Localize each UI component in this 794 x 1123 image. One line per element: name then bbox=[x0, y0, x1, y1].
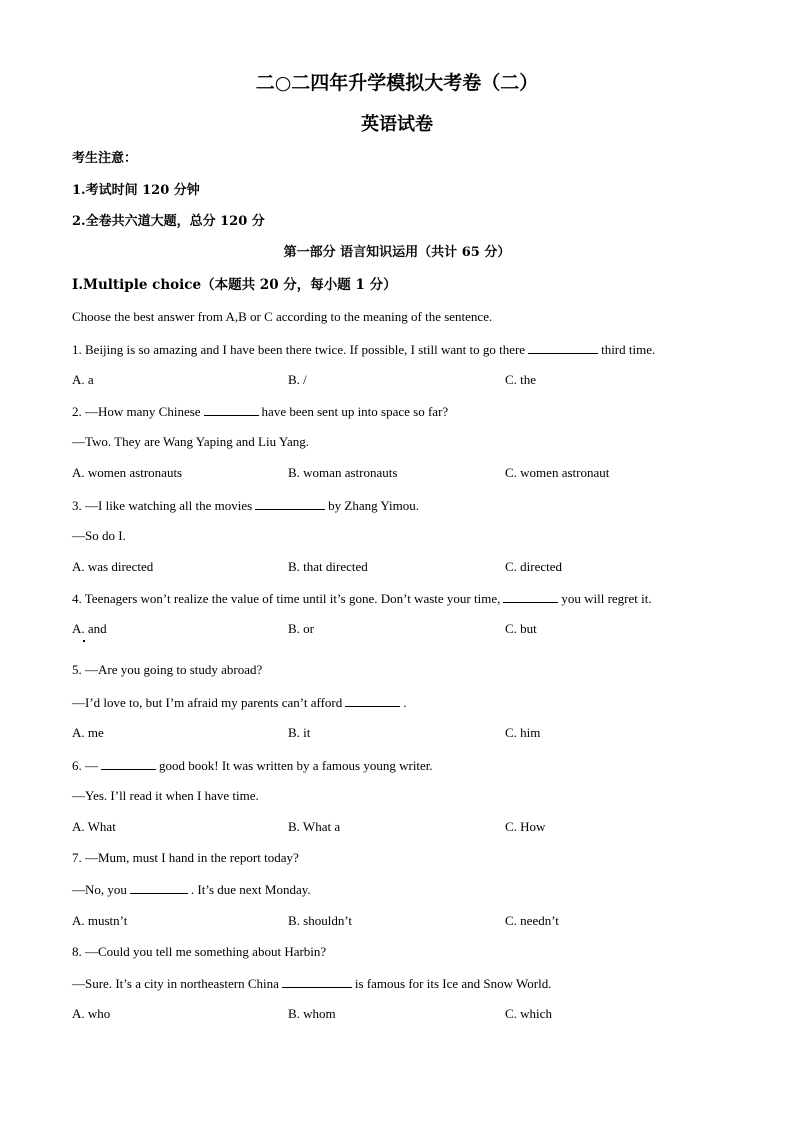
question-text: you will regret it. bbox=[561, 591, 652, 606]
option-c[interactable]: C. needn’t bbox=[505, 913, 559, 928]
option-a[interactable]: A. mustn’t bbox=[72, 913, 128, 928]
question-text: . bbox=[403, 695, 407, 710]
question-text: 2. —How many Chinese bbox=[72, 404, 201, 419]
option-a[interactable]: A. women astronauts bbox=[72, 465, 183, 480]
answer-blank[interactable] bbox=[130, 881, 188, 894]
question-text: have been sent up into space so far? bbox=[261, 404, 449, 419]
question-line bbox=[72, 341, 655, 358]
question-text: . It’s due next Monday. bbox=[190, 882, 311, 897]
section-instruction: Choose the best answer from A,B or C according to the meaning of the sentence. bbox=[72, 309, 493, 324]
answer-blank[interactable] bbox=[528, 341, 598, 354]
option-b[interactable]: B. or bbox=[288, 621, 314, 636]
exam-title: 二○二四年升学模拟大考卷（二） bbox=[255, 72, 539, 94]
part-title: 第一部分 语言知识运用（共计 65 分） bbox=[283, 245, 511, 260]
option-c[interactable]: C. the bbox=[505, 372, 537, 387]
question-text: —Yes. I’ll read it when I have time. bbox=[72, 788, 259, 803]
option-c[interactable]: C. but bbox=[505, 621, 537, 636]
option-b[interactable]: B. What a bbox=[288, 819, 341, 834]
answer-blank[interactable] bbox=[255, 497, 325, 510]
option-c[interactable]: C. which bbox=[505, 1006, 552, 1021]
question-text: 4. Teenagers won’t realize the value of time until it’s gone. Don’t waste your time, bbox=[72, 591, 501, 606]
question-text: good book! It was written by a famous young writer. bbox=[159, 758, 433, 773]
option-c[interactable]: C. women astronaut bbox=[505, 465, 610, 480]
question-text: 5. —Are you going to study abroad? bbox=[72, 662, 263, 677]
answer-blank[interactable] bbox=[345, 694, 400, 707]
question-line bbox=[72, 757, 433, 774]
option-c[interactable]: C. How bbox=[505, 819, 546, 834]
answer-blank[interactable] bbox=[204, 403, 259, 416]
question-text: 6. — bbox=[72, 758, 98, 773]
option-b[interactable]: B. that directed bbox=[288, 559, 368, 574]
option-b[interactable]: B. woman astronauts bbox=[288, 465, 398, 480]
note-item: 2.全卷共六道大题，总分 120 分 bbox=[72, 214, 265, 229]
question-text: 1. Beijing is so amazing and I have been there twice. If possible, I still want to go there bbox=[72, 342, 526, 357]
question-text: third time. bbox=[601, 342, 656, 357]
question-text: —No, you bbox=[72, 882, 127, 897]
option-c[interactable]: C. directed bbox=[505, 559, 563, 574]
option-b[interactable]: B. / bbox=[288, 372, 307, 387]
question-text: —So do I. bbox=[72, 528, 126, 543]
section-title: Ⅰ.Multiple choice（本题共 20 分，每小题 1 分） bbox=[72, 277, 397, 293]
answer-blank[interactable] bbox=[282, 975, 352, 988]
question-line bbox=[72, 497, 419, 514]
stray-mark bbox=[83, 640, 85, 642]
question-text: 3. —I like watching all the movies bbox=[72, 498, 253, 513]
option-a[interactable]: A. who bbox=[72, 1006, 111, 1021]
option-a[interactable]: A. me bbox=[72, 725, 104, 740]
option-a[interactable]: A. was directed bbox=[72, 559, 154, 574]
notes-heading: 考生注意： bbox=[72, 151, 138, 166]
question-text: 7. —Mum, must I hand in the report today? bbox=[72, 850, 299, 865]
option-b[interactable]: B. it bbox=[288, 725, 311, 740]
option-b[interactable]: B. whom bbox=[288, 1006, 336, 1021]
exam-subtitle: 英语试卷 bbox=[361, 114, 433, 135]
question-line bbox=[72, 528, 126, 544]
note-item: 1.考试时间 120 分钟 bbox=[72, 183, 200, 198]
question-line bbox=[72, 590, 652, 607]
question-line bbox=[72, 403, 448, 420]
option-a[interactable]: A. and bbox=[72, 621, 107, 636]
question-text: by Zhang Yimou. bbox=[328, 498, 420, 513]
question-line bbox=[72, 694, 407, 711]
option-a[interactable]: A. a bbox=[72, 372, 94, 387]
option-c[interactable]: C. him bbox=[505, 725, 541, 740]
question-text: —I’d love to, but I’m afraid my parents can’t afford bbox=[72, 695, 343, 710]
answer-blank[interactable] bbox=[503, 590, 558, 603]
question-text: is famous for its Ice and Snow World. bbox=[354, 976, 552, 991]
question-text: —Sure. It’s a city in northeastern China bbox=[72, 976, 279, 991]
question-line bbox=[72, 975, 551, 992]
option-a[interactable]: A. What bbox=[72, 819, 116, 834]
question-text: 8. —Could you tell me something about Harbin? bbox=[72, 944, 327, 959]
question-line bbox=[72, 662, 262, 678]
question-line bbox=[72, 850, 299, 866]
question-line bbox=[72, 881, 311, 898]
question-text: —Two. They are Wang Yaping and Liu Yang. bbox=[72, 434, 309, 449]
question-line bbox=[72, 788, 259, 804]
option-b[interactable]: B. shouldn’t bbox=[288, 913, 353, 928]
answer-blank[interactable] bbox=[101, 757, 156, 770]
question-line bbox=[72, 434, 309, 450]
question-line bbox=[72, 944, 326, 960]
